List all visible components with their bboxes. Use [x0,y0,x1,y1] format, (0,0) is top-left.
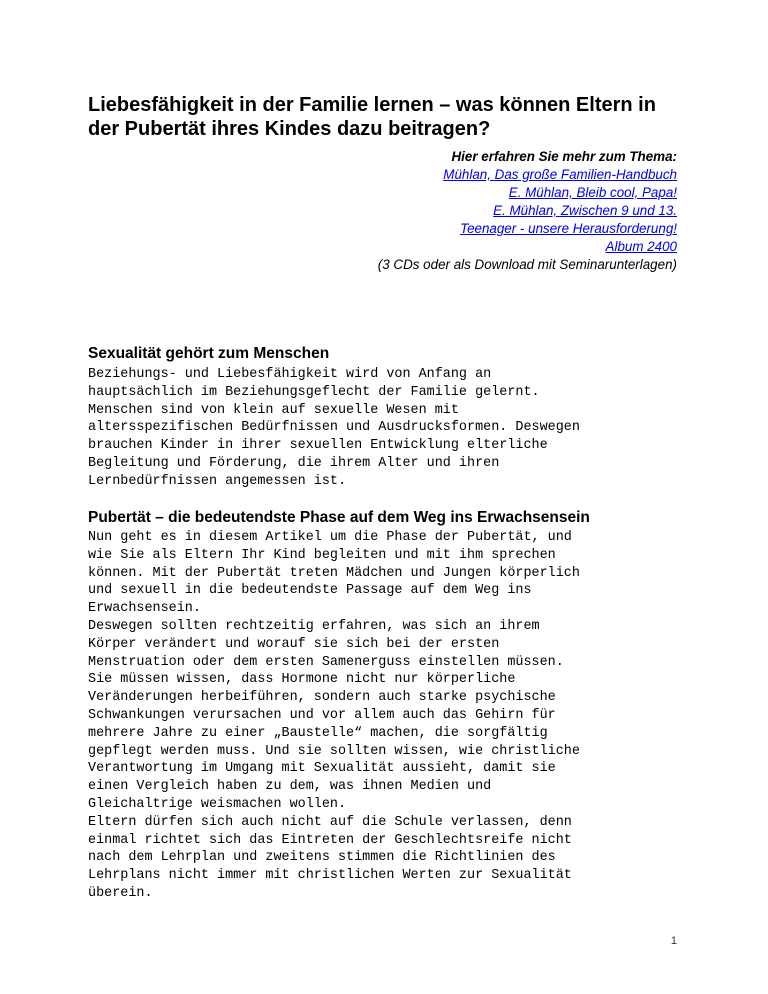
section-heading-pubertaet: Pubertät – die bedeutendste Phase auf dem Weg ins Erwachsensein [88,509,590,526]
document-title: Liebesfähigkeit in der Familie lernen – was können Eltern in der Pubertät ihres Kindes dazu beitragen? [88,94,656,140]
page-number: 1 [670,935,677,947]
link-album-2400[interactable]: Album 2400 [605,239,677,254]
further-reading-note: (3 CDs oder als Download mit Seminarunterlagen) [377,257,677,272]
further-reading-box [277,148,677,274]
section-heading-sexualitaet: Sexualität gehört zum Menschen [88,345,330,362]
link-bleib-cool-papa[interactable]: E. Mühlan, Bleib cool, Papa! [508,185,677,200]
further-reading-heading: Hier erfahren Sie mehr zum Thema: [451,149,677,164]
link-zwischen-9-und-13[interactable]: E. Mühlan, Zwischen 9 und 13. [493,203,677,218]
link-teenager-herausforderung[interactable]: Teenager - unsere Herausforderung! [460,221,677,236]
link-familien-handbuch[interactable]: Mühlan, Das große Familien-Handbuch [443,167,677,182]
section-body-pubertaet: Nun geht es in diesem Artikel um die Phase der Pubertät, und wie Sie als Eltern Ihr Kind begleiten und mit ihm sprechen können. Mit der Pubertät treten Mädchen und Jungen körperlich und sexuell in die bedeutendste Passage auf dem Weg ins Erwachsensein. Deswegen sollten rechtzeitig erfahren, was sich an ihrem Körper verändert und worauf sie sich bei der ersten Menstruation oder dem ersten Samenerguss einstellen müssen. Sie müssen wissen, dass Hormone nicht nur körperliche Veränderungen herbeiführen, sondern auch starke psychische Schwankungen verursachen und vor allem auch das Gehirn für mehrere Jahre zu einer „Baustelle“ machen, die sorgfältig gepflegt werden muss. Und sie sollten wissen, wie christliche Verantwortung im Umgang mit Sexualität aussieht, damit sie einen Vergleich haben zu dem, was ihnen Medien und Gleichaltrige weismachen wollen. Eltern dürfen sich auch nicht auf die Schule verlassen, denn einmal richtet sich das Eintreten der Geschlechtsreife nicht nach dem Lehrplan und zweitens stimmen die Richtlinien des Lehrplans nicht immer mit christlichen Werten zur Sexualität überein. [88,530,580,901]
section-body-sexualitaet: Beziehungs- und Liebesfähigkeit wird von Anfang an hauptsächlich im Beziehungsgeflecht der Familie gelernt. Menschen sind von klein auf sexuelle Wesen mit altersspezifischen Bedürfnissen und Ausdrucksformen. Deswegen brauchen Kinder in ihrer sexuellen Entwicklung elterliche Begleitung und Förderung, die ihrem Alter und ihren Lernbedürfnissen angemessen ist. [88,367,580,489]
